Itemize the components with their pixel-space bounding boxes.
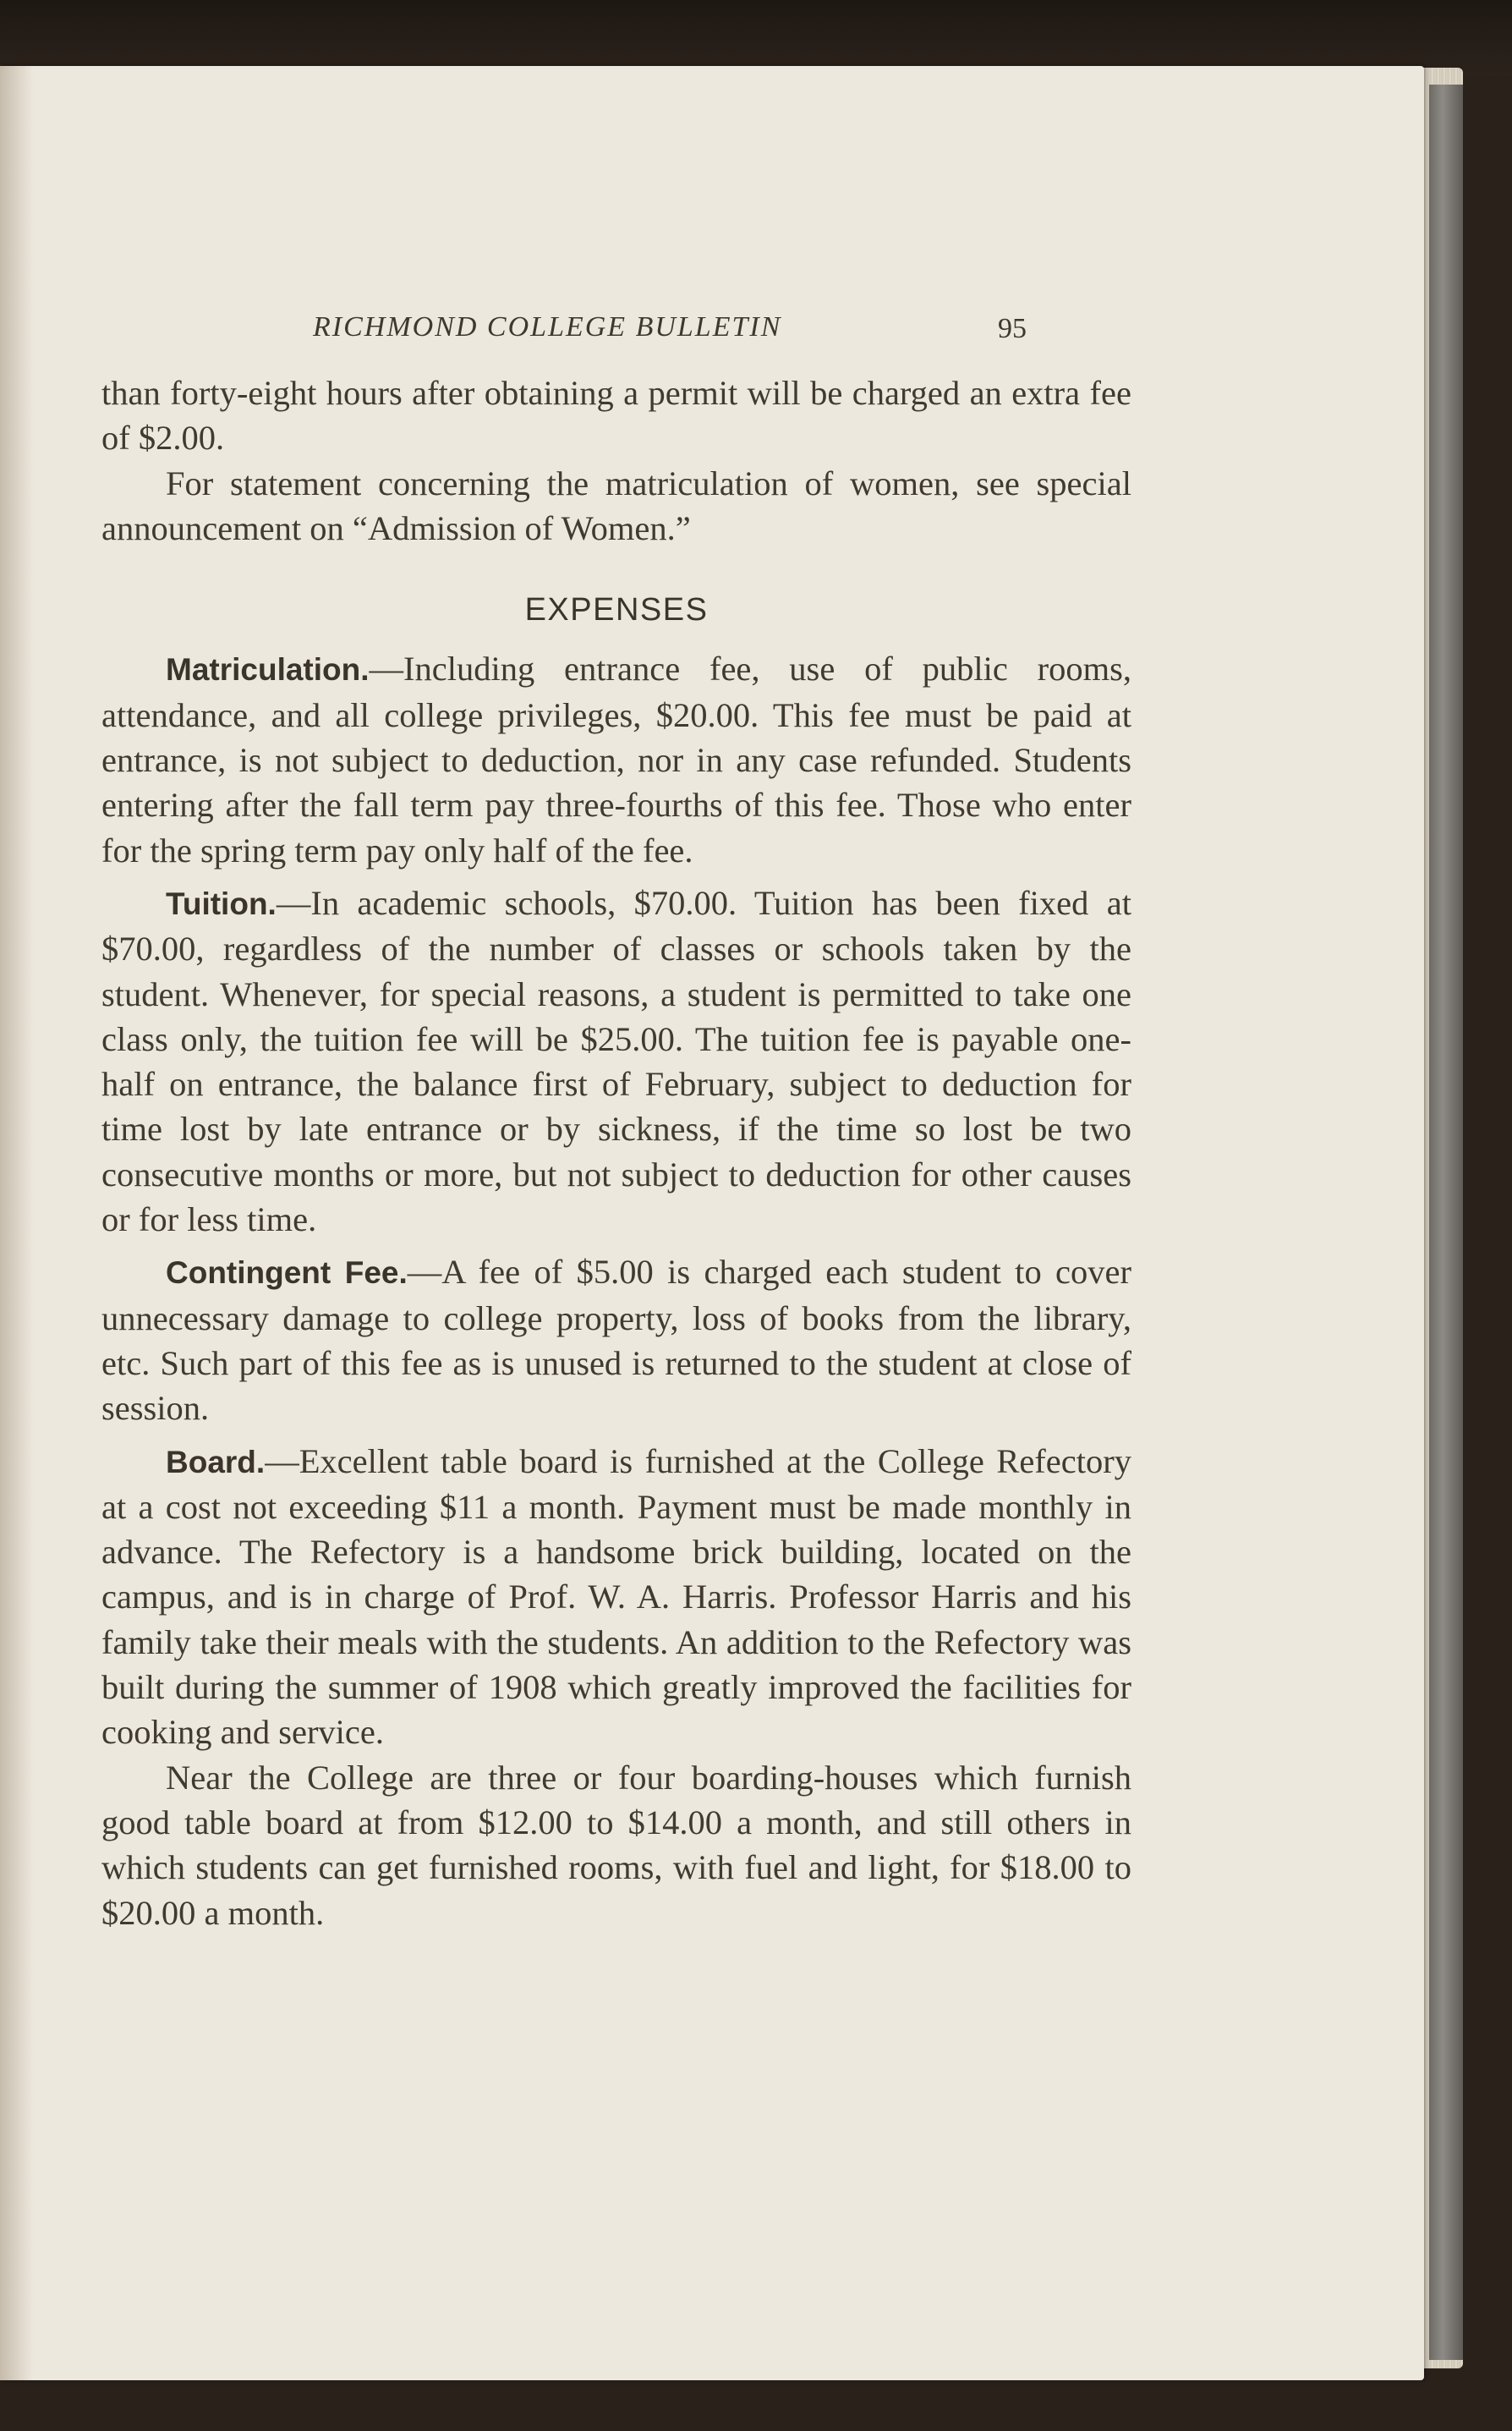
matriculation-paragraph xyxy=(101,646,1131,872)
tuition-paragraph xyxy=(101,881,1131,1242)
gray-backdrop-strip xyxy=(1429,85,1463,2360)
paragraph-text: —Including entrance fee, use of public rooms, attendance, and all college privileges, $20.00. This fee must be paid at entrance, is not subject to deduction, nor in any case refunded. Students entering after the fall term pay three-fourths of this fee. Those who enter for the spring term pay only half of the fee. xyxy=(101,650,1131,870)
paragraph-lead: Board. xyxy=(166,1444,266,1479)
intro-paragraph-1: than forty-eight hours after obtaining a permit will be charged an extra fee of $2.00. xyxy=(101,374,1131,458)
running-head xyxy=(101,311,1074,362)
body-text xyxy=(101,370,1131,1935)
board-paragraph xyxy=(101,1439,1131,1755)
paragraph-text: —A fee of $5.00 is charged each student to cover unnecessary damage to college property, loss of books from the library, etc. Such part of this fee as is unused is returned to the student at close of session. xyxy=(101,1253,1131,1428)
contingent-fee-paragraph xyxy=(101,1249,1131,1430)
paragraph-lead: Matriculation. xyxy=(166,652,370,688)
book-page xyxy=(0,66,1424,2380)
page-number: 95 xyxy=(998,313,1027,344)
paragraph-lead: Contingent Fee. xyxy=(166,1255,408,1291)
paragraph-lead: Tuition. xyxy=(166,886,277,921)
intro-paragraph-2: For statement concerning the matriculation of women, see special announcement on “Admission of Women.” xyxy=(101,464,1131,547)
paragraph-text: —In academic schools, $70.00. Tuition has been fixed at $70.00, regardless of the number of classes or schools taken by the student. Whenever, for special reasons, a student is permitted to take one class only, the tuition fee will be $25.00. The tuition fee is payable one-half on entrance, the balance first of February, subject to deduction for time lost by late entrance or by sickness, if the time so lost be two consecutive months or more, but not subject to deduction for other causes or for less time. xyxy=(101,883,1131,1239)
paragraph-text: —Excellent table board is furnished at the College Refectory at a cost not exceeding $11 a month. Payment must be made monthly in advance. The Refectory is a handsome brick building, located on the campus, and is in charge of Prof. W. A. Harris. Professor Harris and his family take their meals with the students. An addition to the Refectory was built during the summer of 1908 which greatly improved the facilities for cooking and service. xyxy=(101,1441,1131,1752)
section-heading: EXPENSES xyxy=(524,592,709,628)
running-head-title: RICHMOND COLLEGE BULLETIN xyxy=(313,311,782,343)
background-top xyxy=(0,0,1512,76)
boarding-houses-paragraph: Near the College are three or four boarding-houses which furnish good table board at from $12.00 to $14.00 a month, and still others in which students can get furnished rooms, with fuel and light, for $18.00 to $20.00 a month. xyxy=(101,1758,1131,1932)
